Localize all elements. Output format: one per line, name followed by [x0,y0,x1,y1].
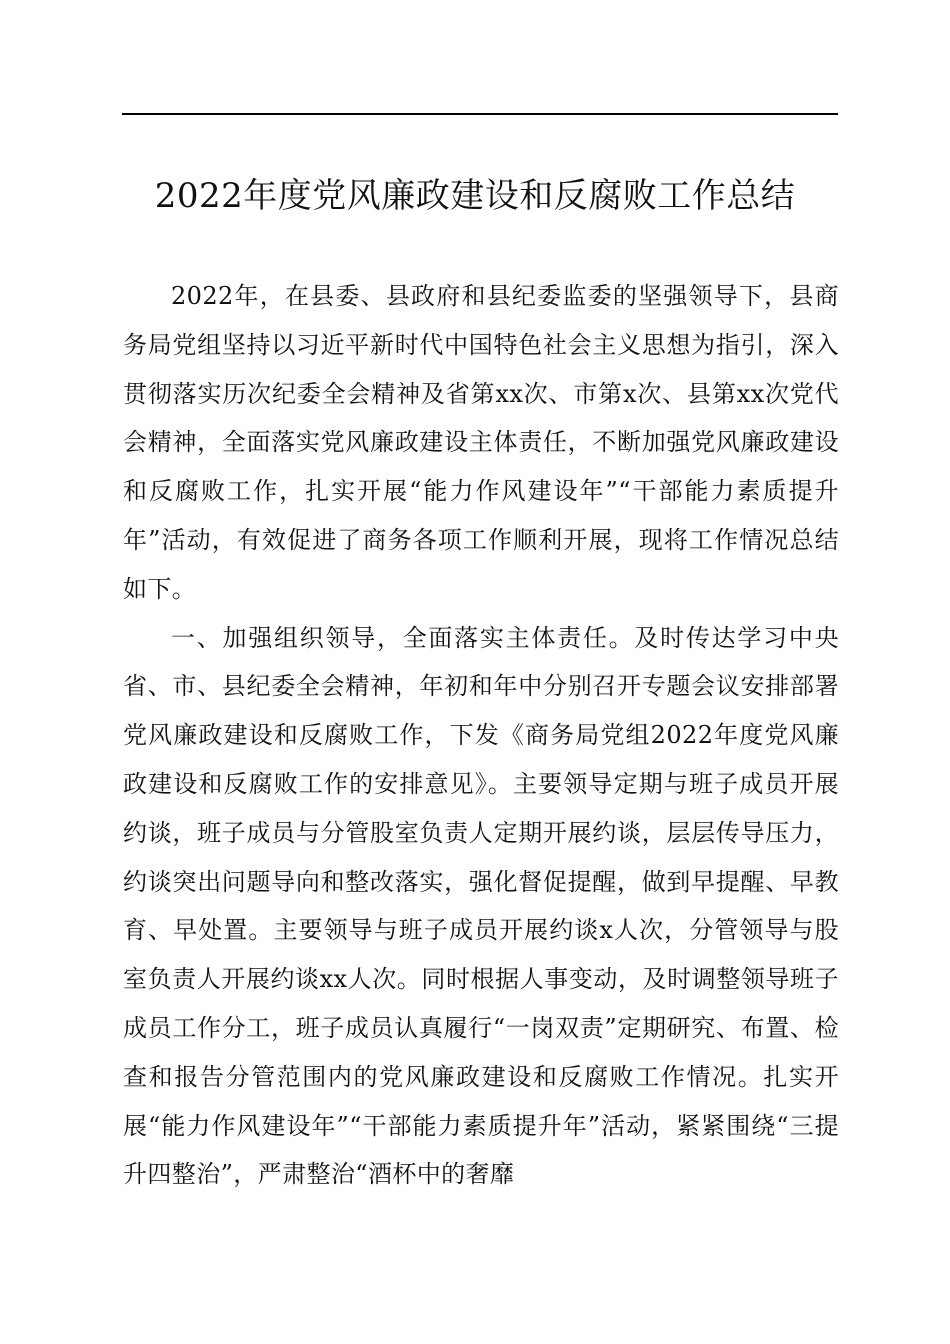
document-body [123,272,839,1199]
document-title: 2022年度党风廉政建设和反腐败工作总结 [154,176,796,216]
paragraph-section-one: 一、加强组织领导，全面落实主体责任。及时传达学习中央省、市、县纪委全会精神，年初和年中分别召开专题会议安排部署党风廉政建设和反腐败工作，下发《商务局党组2022年度党风廉政建设和反腐败工作的安排意见》。主要领导定期与班子成员开展约谈，班子成员与分管股室负责人定期开展约谈，层层传导压力，约谈突出问题导向和整改落实，强化督促提醒，做到早提醒、早教育、早处置。主要领导与班子成员开展约谈x人次，分管领导与股室负责人开展约谈xx人次。同时根据人事变动，及时调整领导班子成员工作分工，班子成员认真履行“一岗双责”定期研究、布置、检查和报告分管范围内的党风廉政建设和反腐败工作情况。扎实开展“能力作风建设年”“干部能力素质提升年”活动，紧紧围绕“三提升四整治”，严肃整治“酒杯中的奢靡 [123,623,839,1189]
header-rule [122,113,838,115]
paragraph-intro: 2022年，在县委、县政府和县纪委监委的坚强领导下，县商务局党组坚持以习近平新时代中国特色社会主义思想为指引，深入贯彻落实历次纪委全会精神及省第xx次、市第x次、县第xx次党代会精神，全面落实党风廉政建设主体责任，不断加强党风廉政建设和反腐败工作，扎实开展“能力作风建设年”“干部能力素质提升年”活动，有效促进了商务各项工作顺利开展，现将工作情况总结如下。 [123,282,839,603]
